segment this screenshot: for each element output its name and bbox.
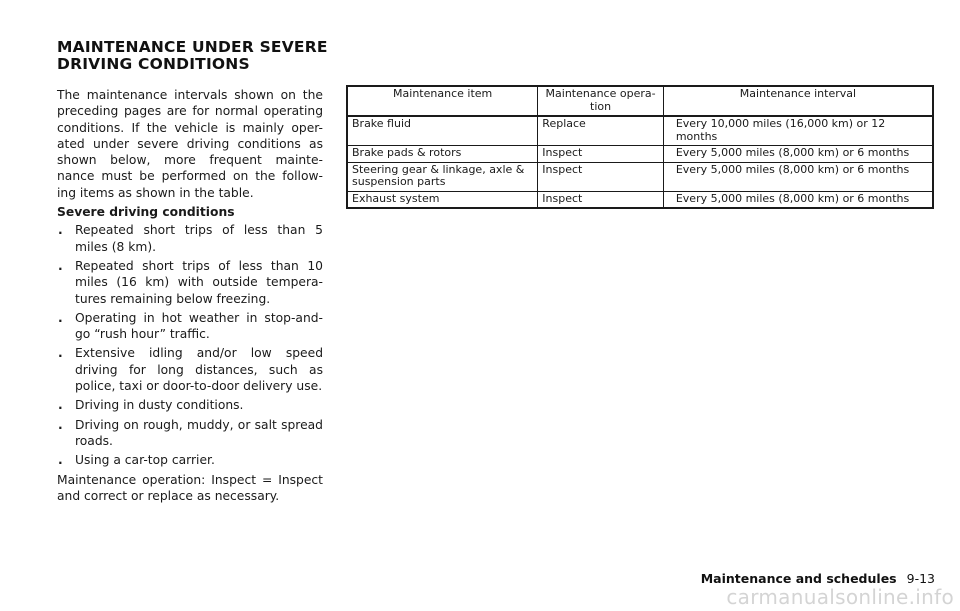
- table-cell: Brake pads & rotors: [348, 146, 538, 163]
- table-cell: Every 10,000 miles (16,000 km) or 12 months: [663, 116, 932, 146]
- list-item-text: Driving on rough, muddy, or salt spread roads.: [75, 417, 323, 448]
- bullet-icon: .: [58, 417, 63, 432]
- footer-section-title: Maintenance and schedules: [700, 571, 897, 586]
- table-cell: Exhaust system: [348, 191, 538, 207]
- page-footer: [701, 571, 935, 586]
- list-item-text: Operating in hot weather in stop-and- go “rush hour” traffic.: [75, 310, 323, 342]
- list-item: [57, 345, 323, 394]
- table-cell: Inspect: [538, 162, 664, 191]
- maintenance-table-grid: [348, 87, 932, 207]
- table-cell: Every 5,000 miles (8,000 km) or 6 months: [663, 162, 932, 191]
- bullet-icon: .: [58, 310, 63, 325]
- table-cell: Inspect: [538, 146, 664, 163]
- bullet-icon: .: [58, 223, 63, 238]
- list-item: [57, 397, 323, 413]
- list-item: [57, 452, 323, 468]
- bullet-icon: .: [58, 346, 63, 361]
- page-heading: MAINTENANCE UNDER SEVERE DRIVING CONDITIONS: [57, 38, 328, 73]
- list-item-text: Repeated short trips of less than 10 miles (16 km) with outside tempera- tures remaining below freezing.: [75, 258, 323, 306]
- left-column: [57, 87, 323, 504]
- table-cell: Every 5,000 miles (8,000 km) or 6 months: [663, 146, 932, 163]
- maintenance-operation-note: Maintenance operation: Inspect = Inspect and correct or replace as necessary.: [57, 472, 323, 503]
- bullet-icon: .: [58, 453, 63, 468]
- table-row: [348, 162, 932, 191]
- column-header-interval: Maintenance interval: [663, 87, 932, 116]
- conditions-heading: Severe driving conditions: [57, 205, 235, 220]
- list-item: [57, 417, 323, 450]
- watermark-text: carmanualsonline.info: [726, 585, 954, 609]
- table-cell: Every 5,000 miles (8,000 km) or 6 months: [663, 191, 932, 207]
- list-item: [57, 222, 323, 255]
- list-item-text: Extensive idling and/or low speed driving for long distances, such as police, taxi or door-to-door delivery use.: [75, 346, 323, 394]
- table-cell: Inspect: [538, 191, 664, 207]
- table-cell: Brake fluid: [352, 117, 411, 130]
- list-item-text: Repeated short trips of less than 5 miles (8 km).: [75, 223, 323, 254]
- bullet-icon: .: [58, 258, 63, 273]
- list-item: [57, 258, 323, 307]
- table-cell: Steering gear & linkage, axle & suspension parts: [348, 162, 538, 191]
- table-row: [348, 146, 932, 163]
- column-header-item: Maintenance item: [348, 87, 538, 116]
- list-item: [57, 310, 323, 343]
- table-cell: Replace: [538, 116, 664, 146]
- column-header-operation: Maintenance opera- tion: [538, 87, 664, 116]
- intro-paragraph: The maintenance intervals shown on the preceding pages are for normal operating conditions. If the vehicle is mainly oper- ated under severe driving conditions as shown below, more frequent mainte- nance must be performed on the follow- ing items as shown in the table.: [57, 88, 323, 200]
- list-item-text: Using a car-top carrier.: [75, 453, 215, 468]
- table-header-row: [348, 87, 932, 116]
- page-number: 9-13: [906, 571, 935, 586]
- conditions-list: [57, 222, 323, 468]
- table-row: [348, 116, 932, 146]
- maintenance-table: [346, 85, 934, 209]
- table-row: [348, 191, 932, 207]
- list-item-text: Driving in dusty conditions.: [75, 398, 244, 413]
- bullet-icon: .: [58, 398, 63, 413]
